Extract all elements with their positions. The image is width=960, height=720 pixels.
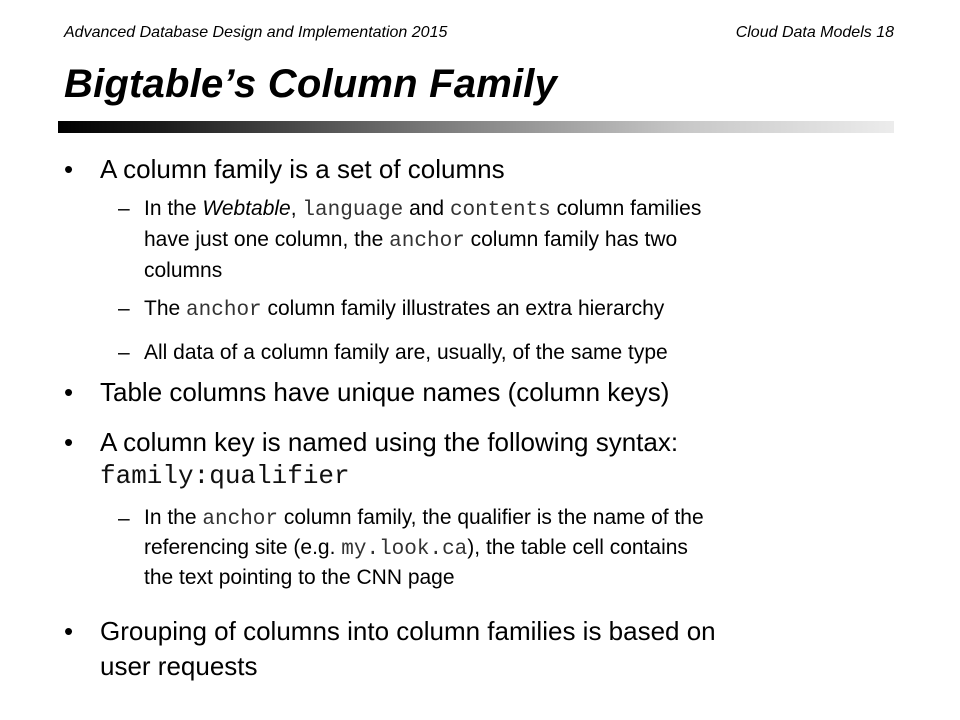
dash-marker: – — [118, 341, 130, 364]
code-site: my.look.ca — [341, 538, 468, 561]
bullet-text: Table columns have unique names (column keys) — [100, 377, 670, 407]
bullet-text — [100, 426, 890, 492]
text-run: The — [144, 297, 187, 320]
course-header: Advanced Database Design and Implementation 2015 — [64, 24, 448, 41]
bullet-text: A column family is a set of columns — [100, 154, 505, 184]
sub-bullet-text: All data of a column family are, usually, of the same type — [144, 341, 668, 364]
text-run: user requests — [100, 651, 258, 681]
code-family-qualifier: family:qualifier — [100, 461, 350, 491]
text-run: column family illustrates an extra hierarchy — [261, 297, 665, 320]
text-run: referencing site (e.g. — [144, 536, 342, 559]
text-run: In the — [144, 197, 203, 220]
code-language: language — [302, 199, 404, 222]
text-run: and — [403, 197, 450, 220]
text-run: column family has two — [464, 228, 678, 251]
sub-bullet-text — [144, 194, 844, 285]
text-run: ), the table cell contains — [467, 536, 688, 559]
code-contents: contents — [449, 199, 551, 222]
code-anchor: anchor — [389, 230, 465, 253]
text-run: A column key is named using the following syntax: — [100, 427, 679, 457]
webtable-term: Webtable — [202, 197, 291, 220]
dash-marker: – — [118, 297, 130, 320]
text-run: Grouping of columns into column families is based on — [100, 616, 716, 646]
sub-bullet-text — [144, 504, 844, 592]
bullet-text — [100, 614, 890, 684]
bullet-marker: • — [64, 427, 74, 457]
text-run: have just one column, the — [144, 228, 390, 251]
text-run: , — [290, 197, 303, 220]
code-anchor: anchor — [186, 299, 262, 322]
text-run: the text pointing to the CNN page — [144, 566, 455, 589]
bullet-marker: • — [64, 154, 74, 184]
slide-title: Bigtable’s Column Family — [64, 62, 558, 106]
text-run: columns — [144, 259, 223, 282]
code-anchor: anchor — [202, 508, 279, 531]
sub-bullet-text — [144, 294, 844, 325]
dash-marker: – — [118, 197, 130, 220]
bullet-marker: • — [64, 377, 74, 407]
bullet-marker: • — [64, 616, 74, 646]
text-run: In the — [144, 506, 203, 529]
text-run: column families — [550, 197, 702, 220]
slide-reference: Cloud Data Models 18 — [735, 24, 894, 41]
dash-marker: – — [118, 507, 130, 530]
text-run: column family, the qualifier is the name of the — [278, 506, 704, 529]
